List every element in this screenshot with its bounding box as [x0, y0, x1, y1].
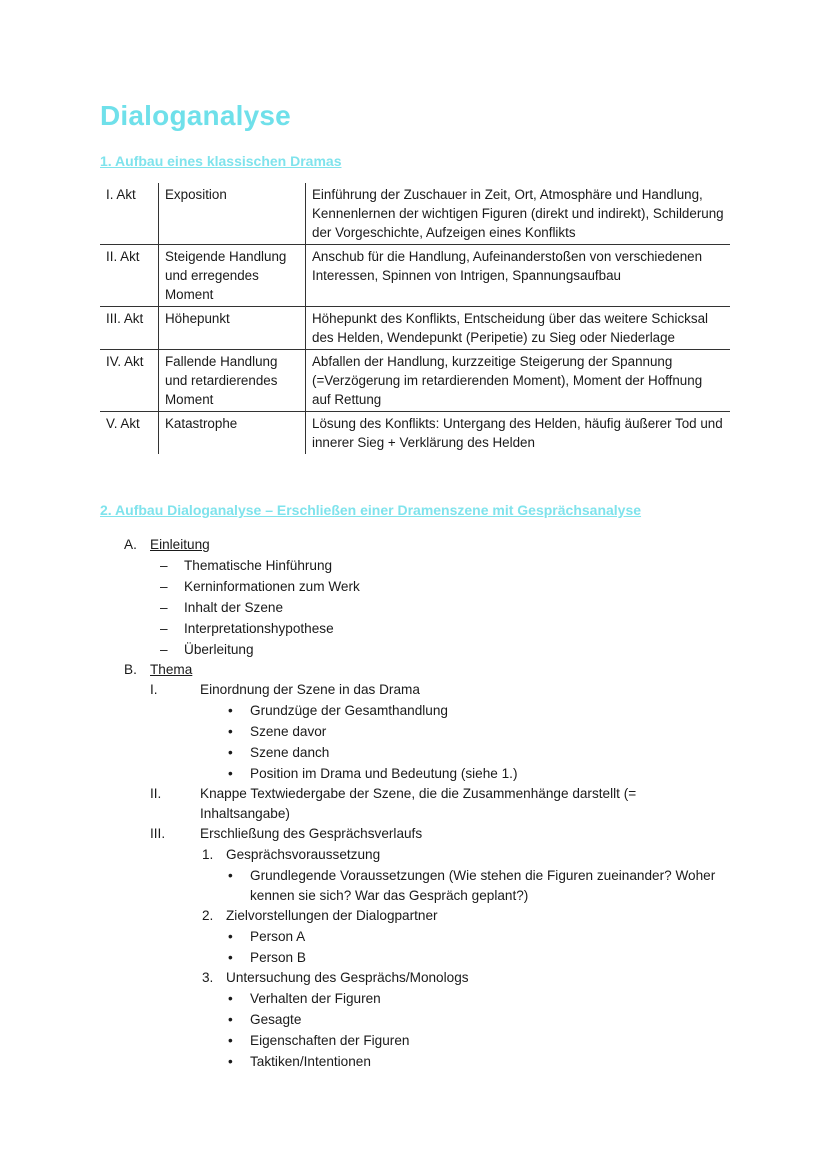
list-item-text: Taktiken/Intentionen — [250, 1054, 371, 1069]
phase-cell: Fallende Handlung und retardierendes Moment — [159, 350, 306, 412]
bullet-marker — [228, 1031, 233, 1050]
table-row — [100, 350, 730, 412]
list-item-text: Kerninformationen zum Werk — [184, 579, 360, 594]
list-item-text: Person B — [250, 950, 306, 965]
act-cell: V. Akt — [100, 412, 159, 455]
list-item-text: Grundzüge der Gesamthandlung — [250, 703, 448, 718]
list-item-text: Position im Drama und Bedeutung (siehe 1.) — [250, 766, 518, 781]
dash-marker: – — [160, 579, 168, 594]
outline-heading-einleitung: Einleitung — [150, 537, 210, 552]
bullet-marker — [228, 989, 233, 1008]
phase-cell: Exposition — [159, 183, 306, 245]
list-item-text: Einordnung der Szene in das Drama — [200, 682, 420, 697]
dash-marker: – — [160, 642, 168, 657]
drama-structure-table — [100, 183, 730, 454]
outline-heading-thema: Thema — [150, 662, 193, 677]
act-cell: IV. Akt — [100, 350, 159, 412]
description-cell: Höhepunkt des Konflikts, Entscheidung über das weitere Schicksal des Helden, Wendepunkt (Peripetie) zu Sieg oder Niederlage — [306, 307, 731, 350]
description-cell: Anschub für die Handlung, Aufeinanderstoßen von verschiedenen Interessen, Spinnen von Intrigen, Spannungsaufbau — [306, 245, 731, 307]
act-cell: I. Akt — [106, 187, 136, 202]
list-item-text: Szene danch — [250, 745, 330, 760]
table-row — [100, 307, 730, 350]
act-cell: III. Akt — [100, 307, 159, 350]
section-heading-drama-structure: 1. Aufbau eines klassischen Dramas — [100, 153, 342, 169]
dash-marker: – — [160, 600, 168, 615]
list-item-text: Gesagte — [250, 1012, 302, 1027]
bullet-marker — [228, 1052, 233, 1071]
list-item-text: Thematische Hinführung — [184, 558, 333, 573]
phase-cell: Steigende Handlung und erregendes Moment — [159, 245, 306, 307]
list-item-text: Untersuchung des Gesprächs/Monologs — [226, 970, 469, 985]
section-heading-dialogue-analysis: 2. Aufbau Dialoganalyse – Erschließen einer Dramenszene mit Gesprächsanalyse — [100, 502, 642, 518]
dash-marker: – — [160, 558, 168, 573]
list-item-text: Gesprächsvoraussetzung — [226, 847, 381, 862]
bullet-marker — [228, 927, 233, 946]
act-cell: II. Akt — [100, 245, 159, 307]
bullet-marker — [228, 722, 233, 741]
table-row — [100, 245, 730, 307]
table-row — [100, 183, 730, 245]
list-item-text: Inhaltsangabe) — [200, 806, 290, 821]
roman-marker: III. — [150, 826, 166, 841]
list-item-text: Überleitung — [184, 642, 254, 657]
outline-marker: A. — [124, 537, 137, 552]
phase-cell: Höhepunkt — [159, 307, 306, 350]
list-item-text: Verhalten der Figuren — [250, 991, 381, 1006]
list-item-text: Szene davor — [250, 724, 327, 739]
dash-marker: – — [160, 621, 168, 636]
list-item-text: kennen sie sich? War das Gespräch geplant?) — [250, 888, 529, 903]
roman-marker: II. — [150, 786, 162, 801]
list-item-text: Grundlegende Voraussetzungen (Wie stehen die Figuren zueinander? Woher — [250, 868, 716, 883]
number-marker: 3. — [202, 970, 214, 985]
number-marker: 2. — [202, 908, 214, 923]
bullet-marker — [228, 948, 233, 967]
page-title: Dialoganalyse — [100, 100, 291, 131]
table-row — [100, 412, 730, 455]
roman-marker: I. — [150, 682, 158, 697]
list-item-text: Erschließung des Gesprächsverlaufs — [200, 826, 423, 841]
bullet-marker — [228, 701, 233, 720]
description-cell: Einführung der Zuschauer in Zeit, Ort, Atmosphäre und Handlung, Kennenlernen der wichtigen Figuren (direkt und indirekt), Schilderung der Vorgeschichte, Aufzeigen eines Konflikts — [306, 183, 731, 245]
list-item-text: Zielvorstellungen der Dialogpartner — [226, 908, 438, 923]
list-item-text: Inhalt der Szene — [184, 600, 283, 615]
list-item-text: Interpretationshypothese — [184, 621, 334, 636]
description-cell: Abfallen der Handlung, kurzzeitige Steigerung der Spannung (=Verzögerung im retardierenden Moment), Moment der Hoffnung auf Rettung — [306, 350, 731, 412]
list-item-text: Eigenschaften der Figuren — [250, 1033, 410, 1048]
description-cell: Lösung des Konflikts: Untergang des Helden, häufig äußerer Tod und innerer Sieg + Verklärung des Helden — [306, 412, 731, 455]
bullet-marker — [228, 1010, 233, 1029]
number-marker: 1. — [202, 847, 214, 862]
outline-marker: B. — [124, 662, 137, 677]
bullet-marker — [228, 866, 233, 885]
bullet-marker — [228, 743, 233, 762]
bullet-marker — [228, 764, 233, 783]
phase-cell: Katastrophe — [159, 412, 306, 455]
list-item-text: Knappe Textwiedergabe der Szene, die die Zusammenhänge darstellt (= — [200, 786, 637, 801]
list-item-text: Person A — [250, 929, 306, 944]
